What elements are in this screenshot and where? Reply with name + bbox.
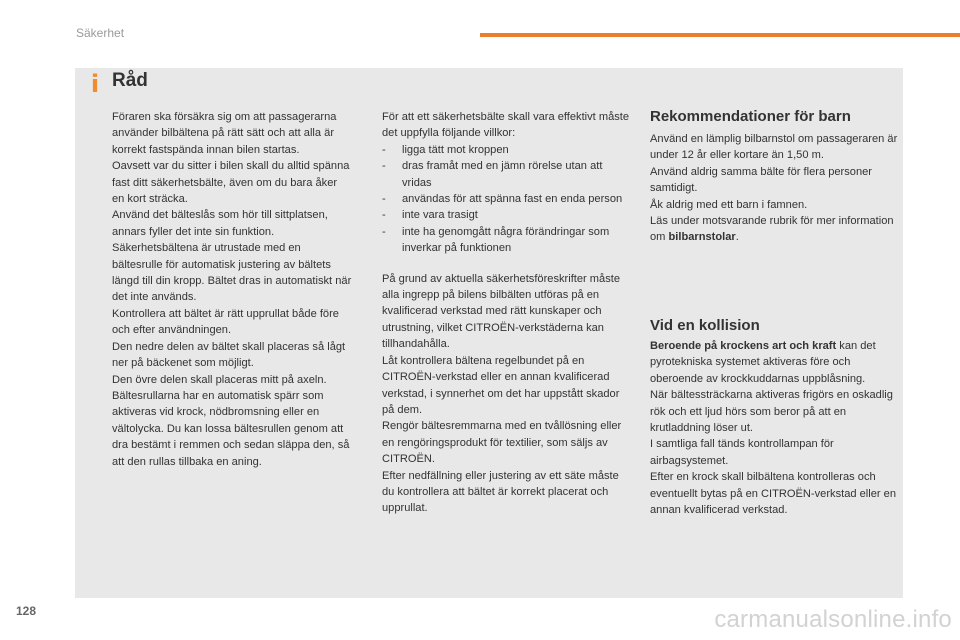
collision-lead-rest: kan det pyrotekniska systemet aktiveras före och oberoende av krockkuddarnas uppblåsning. — [650, 340, 876, 385]
paragraph: Bältesrullarna har en automatisk spärr som aktiveras vid krock, nödbromsning eller en vältolycka. Du kan lossa bältesrullen genom att dra bestämt i remmen och sedan släppa den, så att den rullas tillbaka en aning. — [112, 389, 350, 468]
paragraph: Använd det bälteslås som hör till sittplatsen, annars fyller det inte sin funktion. — [112, 209, 328, 238]
panel-title: Råd — [112, 70, 148, 91]
reference-paragraph — [650, 213, 900, 246]
paragraph: På grund av aktuella säkerhetsföreskrifter måste alla ingrepp på bilens bilbälten utföras på en kvalificerad verkstad med rätt kunskaper och utrustning, vilket CITROËN-verkstäderna kan tillhandahålla. — [382, 272, 621, 351]
paragraph: När bältessträckarna aktiveras frigörs en oskadlig rök och ett ljud hörs som beror på att en krutladdning löser ut. — [650, 389, 893, 435]
paragraph: I samtliga fall tänds kontrollampan för airbagsystemet. — [650, 438, 834, 467]
column-driver-advice — [112, 109, 352, 470]
info-icon: i — [90, 70, 100, 98]
list-item: - inte ha genomgått några förändringar som inverkar på funktionen — [382, 224, 632, 257]
paragraph: Använd aldrig samma bälte för flera personer samtidigt. — [650, 165, 872, 195]
list-item: - dras framåt med en jämn rörelse utan att vridas — [382, 158, 632, 191]
paragraph: Rengör bältesremmarna med en tvållösning eller en rengöringsprodukt för textilier, som säljs av CITROËN. — [382, 420, 622, 466]
paragraph: Åk aldrig med ett barn i famnen. — [650, 198, 808, 211]
paragraph: Efter nedfällning eller justering av ett säte måste du kontrollera att bältet är korrekt placerat och upprullat. — [382, 469, 619, 515]
column-children — [650, 131, 900, 246]
watermark: carmanualsonline.info — [714, 606, 952, 633]
paragraph: Låt kontrollera bältena regelbundet på en CITROËN-verkstad eller en annan kvalificerad verkstad, i synnerhet om det har uppstått skador på dem. — [382, 354, 620, 416]
reference-term: bilbarnstolar — [668, 231, 736, 244]
reference-suffix: . — [735, 231, 739, 244]
collision-lead-bold: Beroende på krockens art och kraft — [650, 340, 837, 352]
children-heading: Rekommendationer för barn — [650, 108, 851, 125]
page-number: 128 — [16, 604, 37, 618]
column-belt-conditions — [382, 109, 632, 517]
paragraph: Föraren ska försäkra sig om att passagerarna använder bilbältena på rätt sätt och att alla är korrekt fastspända innan bilen startas. — [112, 111, 337, 156]
collision-heading: Vid en kollision — [650, 317, 760, 334]
collision-lead — [650, 338, 900, 387]
paragraph: Den nedre delen av bältet skall placeras så lågt ner på bäckenet som möjligt. — [112, 340, 346, 370]
conditions-intro: För att ett säkerhetsbälte skall vara effektivt måste det uppfylla följande villkor: — [382, 111, 630, 140]
list-item: - ligga tätt mot kroppen — [382, 142, 632, 158]
section-header: Säkerhet — [76, 26, 125, 40]
paragraph: Använd en lämplig bilbarnstol om passageraren är under 12 år eller kortare än 1,50 m. — [650, 133, 898, 162]
paragraph: Säkerhetsbältena är utrustade med en bältesrulle för automatisk justering av bältets längd till din kropp. Bältet dras in automatiskt när det inte används. — [112, 242, 352, 304]
paragraph: Oavsett var du sitter i bilen skall du alltid spänna fast ditt säkerhetsbälte, även om du bara åker en kort sträcka. — [112, 160, 350, 206]
column-collision — [650, 338, 900, 518]
paragraph: Kontrollera att bältet är rätt upprullat både före och efter användningen. — [112, 307, 339, 337]
paragraph: Efter en krock skall bilbältena kontrolleras och eventuellt bytas på en CITROËN-verkstad eller en annan kvalificerad verkstad. — [650, 471, 897, 517]
reference-prefix: Läs under motsvarande rubrik för mer information om — [650, 215, 894, 244]
paragraph: Den övre delen skall placeras mitt på axeln. — [112, 373, 327, 386]
list-item: - användas för att spänna fast en enda person — [382, 191, 632, 207]
header-accent-rule — [480, 33, 960, 37]
conditions-list — [382, 142, 632, 257]
list-item: - inte vara trasigt — [382, 207, 632, 223]
